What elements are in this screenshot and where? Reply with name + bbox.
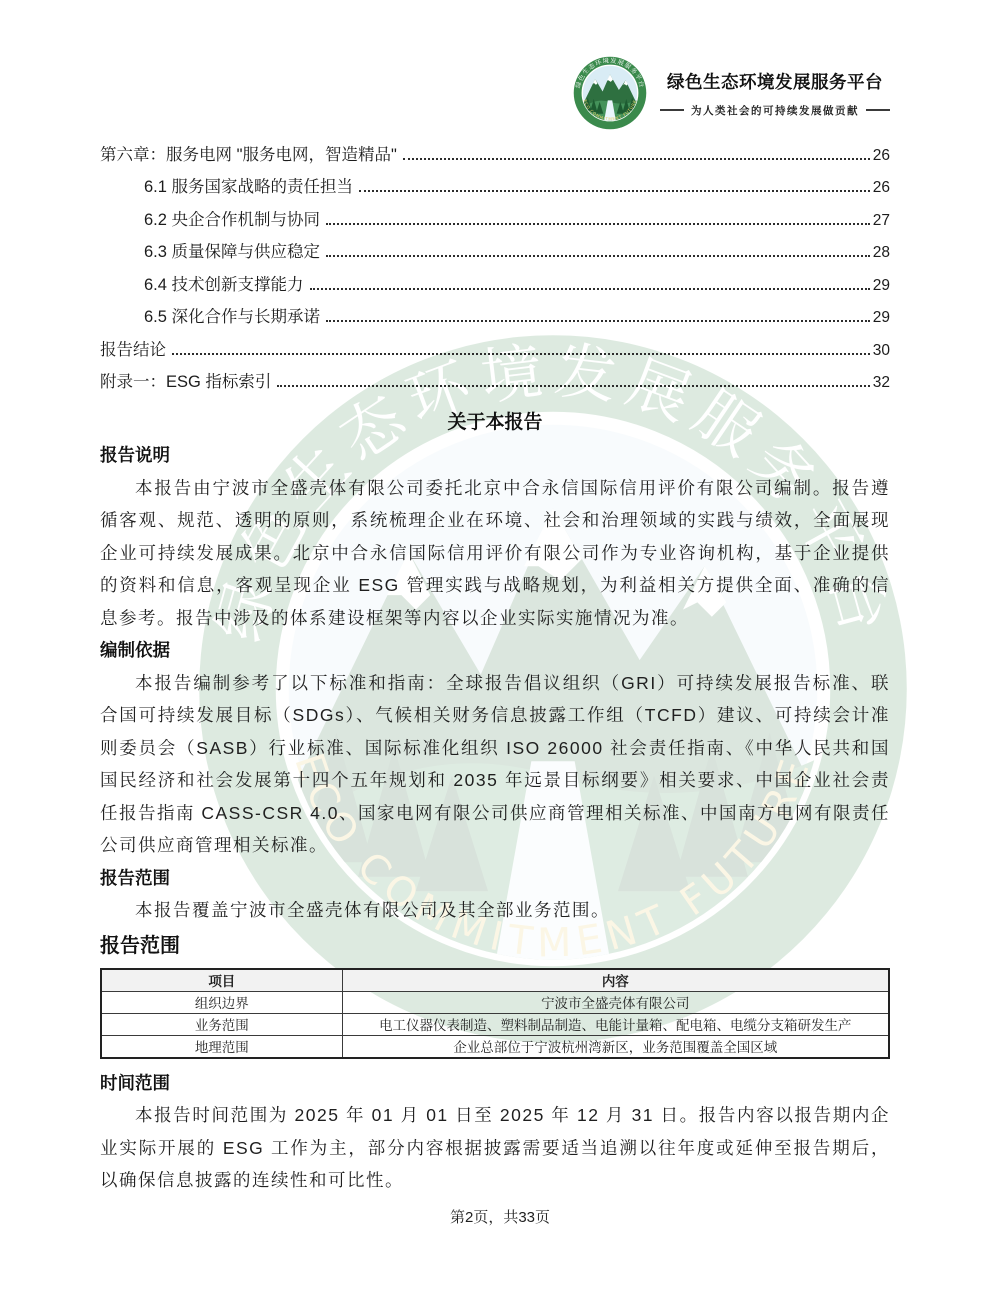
section-heading-report-description: 报告说明 — [100, 445, 170, 465]
toc-entry-page: 28 — [872, 244, 890, 261]
toc-dot-leader — [326, 255, 870, 257]
table-row — [101, 1035, 889, 1058]
toc-entry-label: 6.3 质量保障与供应稳定 — [144, 243, 321, 261]
toc-dot-leader — [359, 190, 870, 192]
page-title: 关于本报告 — [447, 412, 543, 433]
paragraph-report-scope: 本报告覆盖宁波市全盛壳体有限公司及其全部业务范围。 — [135, 900, 610, 920]
section-heading-time-scope: 时间范围 — [100, 1072, 170, 1093]
toc-entry — [100, 295, 890, 328]
table-cell-item: 地理范围 — [101, 1035, 342, 1058]
page-number: 第2页，共33页 — [449, 1209, 551, 1226]
paragraph-time-scope: 本报告时间范围为 2025 年 01 月 01 日至 2025 年 12 月 31 日。报告内容以报告期内企业实际开展的 ESG 工作为主，部分内容根据披露需要适当追溯以往年度或延伸至报告期后，以确保信息披露的连续性和可比性。 — [100, 1105, 890, 1190]
toc-dot-leader — [277, 385, 869, 387]
toc-dot-leader — [310, 288, 870, 290]
toc-entry-label: 附录一：ESG 指标索引 — [100, 373, 272, 391]
tagline-dash-left — [660, 109, 684, 111]
page-content — [100, 132, 890, 1197]
toc-dot-leader — [326, 223, 870, 225]
table-row — [101, 1013, 889, 1035]
section-heading-scope-table: 报告范围 — [100, 934, 180, 957]
toc-entry-label: 报告结论 — [100, 340, 166, 359]
toc-dot-leader — [172, 353, 870, 355]
toc-entry-label: 6.5 深化合作与长期承诺 — [144, 308, 321, 326]
toc-entry-label: 6.1 服务国家战略的责任担当 — [144, 178, 354, 196]
paragraph-report-description: 本报告由宁波市全盛壳体有限公司委托北京中合永信国际信用评价有限公司编制。报告遵循客观、规范、透明的原则，系统梳理企业在环境、社会和治理领域的实践与绩效，全面展现企业可持续发展成果。北京中合永信国际信用评价有限公司作为专业咨询机构，基于企业提供的资料和信息，客观呈现企业 ESG 管理实践与战略规划，为利益相关方提供全面、准确的信息参考。报告中涉及的体系建设框架等内容以企业实际实施情况为准。 — [100, 477, 890, 628]
toc-entry-page: 29 — [872, 276, 890, 294]
toc-entry — [100, 230, 890, 263]
toc-entry-page: 29 — [872, 309, 890, 326]
eco-platform-logo — [573, 56, 647, 130]
toc-entry-page: 27 — [872, 211, 890, 229]
column-header-item: 项目 — [101, 969, 342, 992]
toc-entry-page: 30 — [872, 341, 890, 359]
table-cell-content: 宁波市全盛壳体有限公司 — [342, 991, 889, 1013]
brand-tagline — [660, 103, 890, 118]
brand-tagline-text: 为人类社会的可持续发展做贡献 — [691, 104, 859, 117]
toc-entry — [100, 132, 890, 165]
page-header — [573, 56, 890, 130]
table-of-contents — [100, 132, 890, 392]
section-heading-preparation-basis: 编制依据 — [100, 640, 170, 660]
toc-entry — [100, 327, 890, 360]
toc-entry-label: 6.2 央企合作机制与协同 — [144, 210, 321, 229]
brand-block — [660, 69, 890, 118]
toc-entry-label: 6.4 技术创新支撑能力 — [144, 275, 304, 294]
toc-entry — [100, 165, 890, 198]
table-cell-content: 企业总部位于宁波杭州湾新区，业务范围覆盖全国区域 — [342, 1035, 889, 1058]
scope-table — [100, 968, 890, 1059]
paragraph-preparation-basis: 本报告编制参考了以下标准和指南：全球报告倡议组织（GRI）可持续发展报告标准、联合国可持续发展目标（SDGs）、气候相关财务信息披露工作组（TCFD）建议、可持续会计准则委员会（SASB）行业标准、国际标准化组织 ISO 26000 社会责任指南、《中华人民共和国国民经济和社会发展第十四个五年规划和 2035 年远景目标纲要》相关要求、中国企业社会责任报告指南 CASS-CSR 4.0、国家电网有限公司供应商管理相关标准、中国南方电网有限责任公司供应商管理相关标准。 — [100, 672, 890, 855]
toc-dot-leader — [326, 320, 870, 322]
toc-entry — [100, 197, 890, 230]
table-cell-item: 业务范围 — [101, 1013, 342, 1035]
table-cell-item: 组织边界 — [101, 991, 342, 1013]
toc-entry-label: 第六章：服务电网 "服务电网，智造精品" — [100, 145, 397, 164]
section-heading-report-scope: 报告范围 — [100, 867, 170, 888]
toc-entry — [100, 360, 890, 393]
toc-dot-leader — [403, 158, 870, 160]
tagline-dash-right — [866, 109, 890, 111]
brand-title: 绿色生态环境发展服务平台 — [667, 71, 883, 92]
table-cell-content: 电工仪器仪表制造、塑料制品制造、电能计量箱、配电箱、电缆分支箱研发生产 — [342, 1013, 889, 1035]
column-header-content: 内容 — [342, 969, 889, 992]
toc-entry-page: 32 — [872, 374, 890, 391]
table-header-row — [101, 969, 889, 992]
toc-entry-page: 26 — [872, 179, 890, 196]
toc-entry — [100, 262, 890, 295]
table-row — [101, 991, 889, 1013]
toc-entry-page: 26 — [872, 146, 890, 164]
